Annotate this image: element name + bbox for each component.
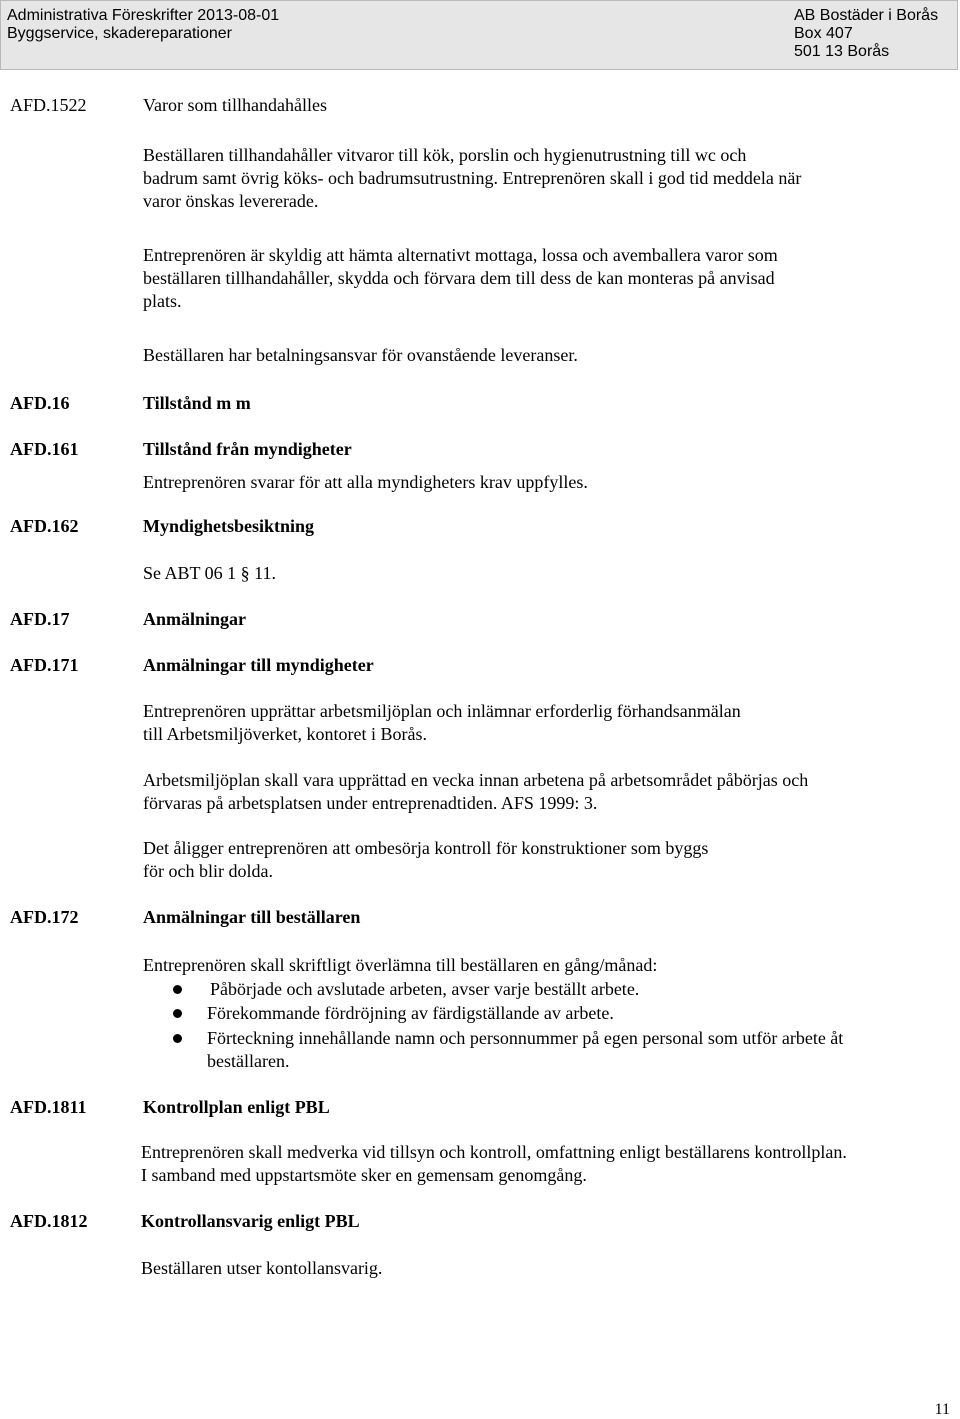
section-title: Varor som tillhandahålles <box>143 95 327 115</box>
section-title: Anmälningar <box>143 609 247 629</box>
header-doc-title: Administrativa Föreskrifter 2013-08-01 <box>7 7 280 24</box>
section-title: Tillstånd från myndigheter <box>143 439 352 459</box>
section-title: Tillstånd m m <box>143 393 251 413</box>
paragraph-line: Entreprenören skall medverka vid tillsyn och kontroll, omfattning enligt beställarens kontrollplan. <box>141 1142 847 1162</box>
paragraph-line: Beställaren tillhandahåller vitvaror till kök, porslin och hygienutrustning till wc och <box>143 145 747 165</box>
paragraph-line: Entreprenören är skyldig att hämta alternativt mottaga, lossa och avemballera varor som <box>143 245 778 265</box>
bullet-item: Förteckning innehållande namn och personnummer på egen personal som utför arbete åt <box>207 1028 844 1048</box>
page-number: 11 <box>934 1401 950 1418</box>
paragraph-line: Se ABT 06 1 § 11. <box>143 563 277 583</box>
section-code: AFD.17 <box>10 609 70 629</box>
section-code: AFD.172 <box>10 907 79 927</box>
section-code: AFD.16 <box>10 393 70 413</box>
section-title: Anmälningar till myndigheter <box>143 655 374 675</box>
section-title: Kontrollplan enligt PBL <box>143 1097 330 1117</box>
section-title: Anmälningar till beställaren <box>143 907 361 927</box>
bullet-item: beställaren. <box>207 1051 290 1071</box>
paragraph-line: Entreprenören svarar för att alla myndigheters krav uppfylles. <box>143 472 588 492</box>
section-code: AFD.1522 <box>10 95 87 115</box>
section-code: AFD.162 <box>10 516 79 536</box>
page-header <box>0 0 958 70</box>
section-code: AFD.1812 <box>10 1211 88 1231</box>
paragraph-line: Entreprenören skall skriftligt överlämna till beställaren en gång/månad: <box>143 955 658 975</box>
paragraph-line: Beställaren utser kontollansvarig. <box>141 1258 383 1278</box>
section-code: AFD.161 <box>10 439 79 459</box>
header-postal: 501 13 Borås <box>794 43 890 60</box>
paragraph-line: Det åligger entreprenören att ombesörja kontroll för konstruktioner som byggs <box>143 838 709 858</box>
bullet-icon <box>173 1034 182 1043</box>
paragraph-line: varor önskas levererade. <box>143 191 319 211</box>
paragraph-line: för och blir dolda. <box>143 861 273 881</box>
paragraph-line: förvaras på arbetsplatsen under entreprenadtiden. AFS 1999: 3. <box>143 793 598 813</box>
bullet-icon <box>173 1009 182 1018</box>
header-doc-subtitle: Byggservice, skadereparationer <box>7 25 233 42</box>
section-code: AFD.171 <box>10 655 79 675</box>
section-code: AFD.1811 <box>10 1097 87 1117</box>
paragraph-line: plats. <box>143 291 182 311</box>
bullet-item: Påbörjade och avslutade arbeten, avser varje beställt arbete. <box>210 979 640 999</box>
header-company: AB Bostäder i Borås <box>794 7 939 24</box>
paragraph-line: Entreprenören upprättar arbetsmiljöplan och inlämnar erforderlig förhandsanmälan <box>143 701 741 721</box>
bullet-icon <box>173 985 182 994</box>
paragraph-line: Beställaren har betalningsansvar för ovanstående leveranser. <box>143 345 578 365</box>
paragraph-line: badrum samt övrig köks- och badrumsutrustning. Entreprenören skall i god tid meddela när <box>143 168 802 188</box>
paragraph-line: beställaren tillhandahåller, skydda och förvara dem till dess de kan monteras på anvisad <box>143 268 775 288</box>
paragraph-line: I samband med uppstartsmöte sker en gemensam genomgång. <box>141 1165 587 1185</box>
header-box: Box 407 <box>794 25 853 42</box>
section-title: Kontrollansvarig enligt PBL <box>141 1211 360 1231</box>
paragraph-line: Arbetsmiljöplan skall vara upprättad en vecka innan arbetena på arbetsområdet påbörjas och <box>143 770 809 790</box>
bullet-item: Förekommande fördröjning av färdigställande av arbete. <box>207 1003 614 1023</box>
section-title: Myndighetsbesiktning <box>143 516 315 536</box>
paragraph-line: till Arbetsmiljöverket, kontoret i Borås. <box>143 724 427 744</box>
